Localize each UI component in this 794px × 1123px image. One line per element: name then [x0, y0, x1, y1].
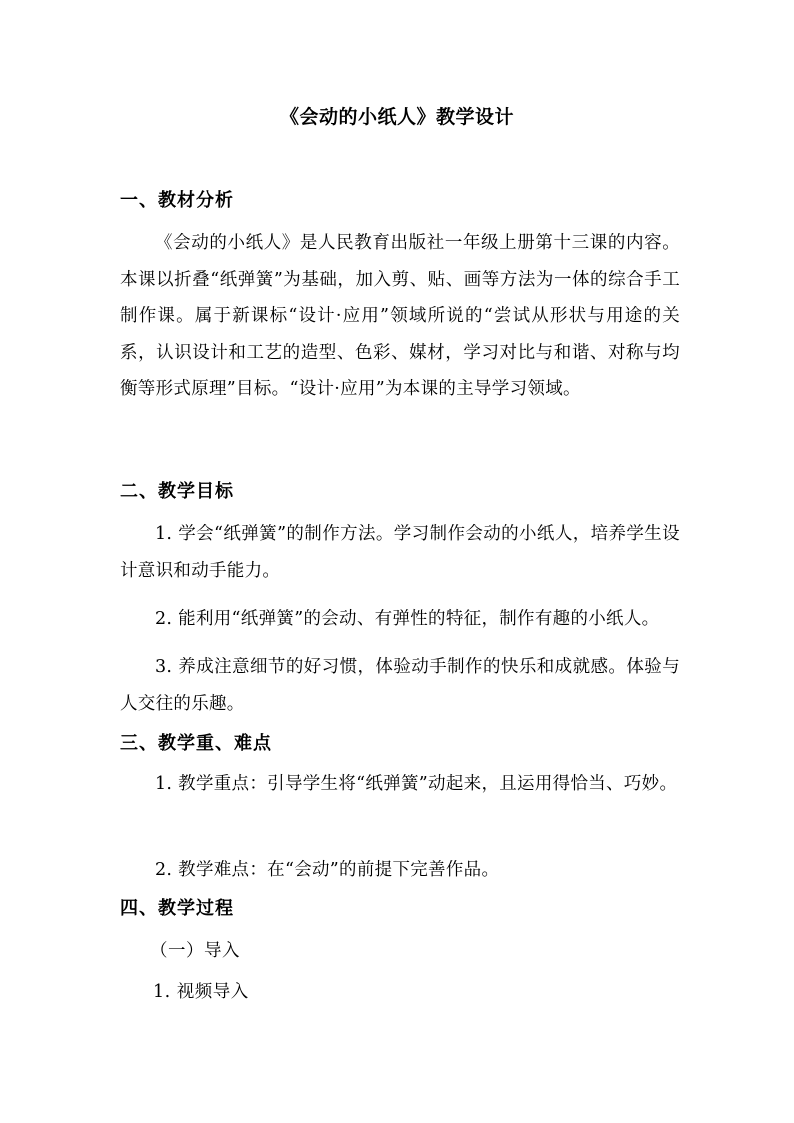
section-heading-teaching-process: 四、教学过程 — [120, 898, 234, 919]
key-point-item: 1. 教学重点：引导学生将“纸弹簧”动起来，且运用得恰当、巧妙。 — [155, 774, 678, 794]
process-subheading-intro: （一）导入 — [150, 941, 240, 961]
section-heading-key-difficult-points: 三、教学重、难点 — [120, 733, 272, 754]
teaching-goal-item: 3. 养成注意细节的好习惯，体验动手制作的快乐和成就感。体验与人交往的乐趣。 — [120, 657, 680, 714]
difficult-point-item: 2. 教学难点：在“会动”的前提下完善作品。 — [155, 860, 500, 880]
teaching-goal-item: 2. 能利用“纸弹簧”的会动、有弹性的特征，制作有趣的小纸人。 — [155, 609, 660, 629]
document-title: 《会动的小纸人》教学设计 — [279, 106, 514, 128]
section-heading-teaching-goals: 二、教学目标 — [120, 481, 234, 502]
process-step-video-intro: 1. 视频导入 — [153, 982, 249, 1002]
teaching-goal-item: 1. 学会“纸弹簧”的制作方法。学习制作会动的小纸人，培养学生设计意识和动手能力。 — [120, 524, 680, 581]
section-heading-textbook-analysis: 一、教材分析 — [120, 190, 234, 211]
textbook-analysis-paragraph: 《会动的小纸人》是人民教育出版社一年级上册第十三课的内容。本课以折叠“纸弹簧”为基础，加入剪、贴、画等方法为一体的综合手工制作课。属于新课标“设计·应用”领域所说的“尝试从形状与用途的关系，认识设计和工艺的造型、色彩、媒材，学习对比与和谐、对称与均衡等形式原理”目标。“设计·应用”为本课的主导学习领域。 — [120, 233, 680, 399]
